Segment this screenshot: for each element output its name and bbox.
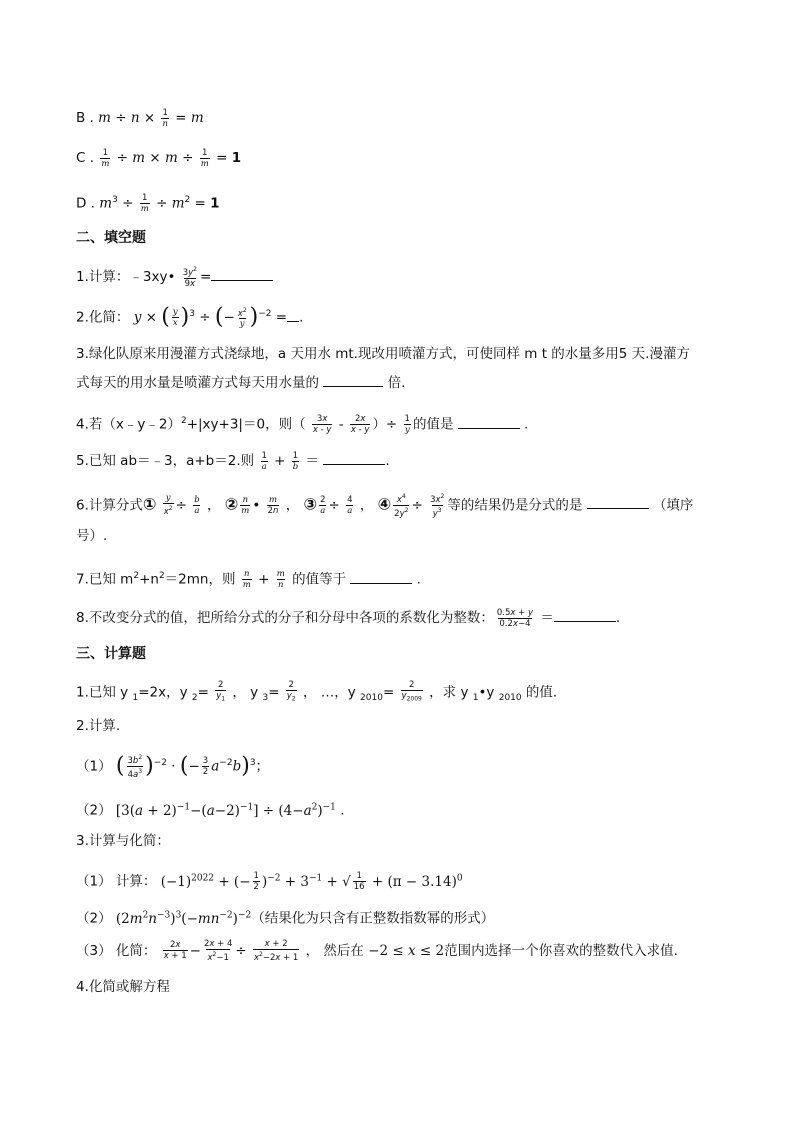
calc-q3-2-label: （2） <box>76 910 112 927</box>
fill-q4-tail: 的值是 <box>412 416 454 433</box>
calc-question-2-1: （1） ( $\frac{3b^2}{4a^3}$ )$^{-2}$ · (− $\frac{3}{2}$ $a^{-2}b)^3$； <box>76 753 270 780</box>
option-b: B . m ÷ n × $\frac{1}{n}$ = m <box>76 107 204 129</box>
fill-question-7: 7.已知 $m^2+n^2=2mn$，则 $\frac{n}{m}$ + $\frac{m}{n}$ 的值等于 . <box>76 569 421 590</box>
calc-q3-lead: 3.计算与化简： <box>76 833 170 849</box>
fill-q8-text: 8.不改变分式的值，把所给分式的分子和分母中各项的系数化为整数： <box>76 610 494 626</box>
calc-question-3-3: （3） 化简： $\frac{2x}{x + 1}$ − $\frac{2x + 4}{x^2-1}$ ÷ $\frac{x + 2}{x^2-2x + 1}$ ， 然后在 −2 ≤ x ≤ 2范围内选择一个你喜欢的整数代入求值. <box>76 939 678 963</box>
fill-question-8: 8.不改变分式的值，把所给分式的分子和分母中各项的系数化为整数： $\frac{0.5x + y}{0.2x-4}$ ＝ . <box>76 607 621 629</box>
section-calc-header: 三、计算题 <box>76 646 146 662</box>
answer-blank[interactable] <box>211 266 273 281</box>
fill-question-3-cont <box>76 372 405 394</box>
calc-q4-lead: 4.化简或解方程 <box>76 979 170 995</box>
fill-question-4: 4.若（x﹣y﹣2）$^2$+|xy+3|＝0，则（ $\frac{3x}{x - y}$ - $\frac{2x}{x - y}$ ）÷ $\frac{1}{y}$ 的值是 . <box>76 414 529 435</box>
fill-question-6: 6.计算分式① $\frac{y}{x^2}$ ÷ $\frac{b}{a}$ ， ② $\frac{n}{m}$ • $\frac{m}{2n}$ ， ③ $\frac{2}{a}$ ÷ $\frac{4}{a}$ ， ④ $\frac{x^4}{2y^2}$ ÷ $\frac{3x^2}{y^3}$ 等的结果仍是分式的是 （填序 <box>76 493 694 519</box>
fill-q3-tail: 倍. <box>387 375 406 391</box>
calc-question-4 <box>76 976 170 998</box>
option-b-label: B . <box>76 110 94 126</box>
fill-question-1: 1.计算：﹣3xy• $\frac{3y^2}{9x}$ = <box>76 265 273 289</box>
fill-q4-lead: 4.若（x﹣y﹣2） <box>76 416 181 433</box>
calc-q3-3-label: （3） 化简： <box>76 942 157 959</box>
calc-q1-end: 的值. <box>525 684 558 701</box>
option-c-label: C . <box>76 150 95 166</box>
fill-q5-lead: 5.已知 ab＝﹣3，a+b＝2.则 <box>76 453 255 469</box>
calc-q2-2-label: （2） <box>76 802 112 819</box>
fill-q7-mid: +n <box>139 571 159 588</box>
calc-question-1: 1.已知 y $_1$=2x，y $_2$= $\frac{2}{y_1}$ ， y $_3$= $\frac{2}{y_2}$ ， …，y $_{2010}$= $\frac{2}{y_{2009}}$ ，求 y $_1$•y $_{2010}$ 的值. <box>76 680 558 704</box>
section-fill-header: 二、填空题 <box>76 230 146 246</box>
answer-blank[interactable] <box>323 450 385 465</box>
fill-question-5: 5.已知 ab＝﹣3，a+b＝2.则 $\frac{1}{a}$ + $\frac{1}{b}$ ＝ . <box>76 450 390 472</box>
fill-q7-mid2: ＝2mn，则 <box>164 571 236 588</box>
option-d-label: D . <box>76 195 95 212</box>
fill-q6-lead: 6.计算分式 <box>76 497 143 514</box>
calc-question-3 <box>76 830 170 852</box>
calc-question-2-2: （2） $[3(a + 2)^{-1}-(a-2)^{-1}] \div (4-a^2)^{-1}$ . <box>76 802 345 819</box>
fill-q4-mid: +|xy+3|＝0，则（ <box>186 416 306 433</box>
calc-q2-lead: 2.计算. <box>76 718 121 734</box>
fill-q3-text-a: 3.绿化队原来用漫灌方式浇绿地，a 天用水 mt.现改用喷灌方式，可使同样 m t 的水量多用5 天.漫灌方 <box>76 346 690 362</box>
fill-q6-line2: 号）. <box>76 528 108 544</box>
calc-q2-1-label: （1） <box>76 758 112 775</box>
fill-q6-tail2: （填序 <box>652 497 694 514</box>
answer-blank[interactable] <box>458 414 520 429</box>
fill-q7-tail: 的值等于 <box>292 571 347 588</box>
fill-q6-tail: 等的结果仍是分式的是 <box>447 497 583 514</box>
answer-blank[interactable] <box>287 307 299 322</box>
fill-q3-text-b: 式每天的用水量是喷灌方式每天用水量的 <box>76 375 319 391</box>
calc-q3-3-tail: ， 然后在 <box>305 942 364 959</box>
fill-question-6-cont <box>76 525 107 547</box>
answer-blank[interactable] <box>554 607 616 622</box>
answer-blank[interactable] <box>350 569 412 584</box>
calc-q3-2-note: （结果化为只含有正整数指数幂的形式） <box>251 910 495 927</box>
fill-q7-lead: 7.已知 m <box>76 571 134 588</box>
fill-q1-lead: 1.计算：﹣3xy• <box>76 268 176 285</box>
answer-blank[interactable] <box>587 494 649 509</box>
calc-question-3-1: （1） 计算： $(-1)^{2022}$ + (− $\frac{1}{2}$ )$^{-2} + 3^{-1}$ + √ $\frac{1}{16}$ + $(\pi - 3.14)^0$ <box>76 871 463 892</box>
calc-question-3-2: （2） $(2m^2n^{-3})^3(-mn^{-2})^{-2}$（结果化为只含有正整数指数幂的形式） <box>76 910 495 927</box>
answer-blank[interactable] <box>323 372 383 387</box>
calc-q3-3-end: 范围内选择一个你喜欢的整数代入求值. <box>444 942 678 959</box>
calc-q3-1-label: （1） 计算： <box>76 873 157 890</box>
calc-question-2 <box>76 715 120 737</box>
calc-q1-lead: 1.已知 y <box>76 684 129 701</box>
fill-q2-lead: 2.化简： <box>76 309 130 326</box>
fill-question-2: 2.化简： y × ( $\frac{y}{x}$ )$^3$ ÷ (− $\frac{x^2}{y}$ )$^{-2}$ = . <box>76 304 304 330</box>
fill-question-3 <box>76 343 690 365</box>
calc-q1-tail: ，求 y <box>429 684 469 701</box>
option-d: D . $m^3$ ÷ $\frac{1}{m}$ ÷ $m^2 = 1$ <box>76 193 220 214</box>
option-c: C . $\frac{1}{m}$ ÷ m × m ÷ $\frac{1}{m}$ = 1 <box>76 147 242 169</box>
